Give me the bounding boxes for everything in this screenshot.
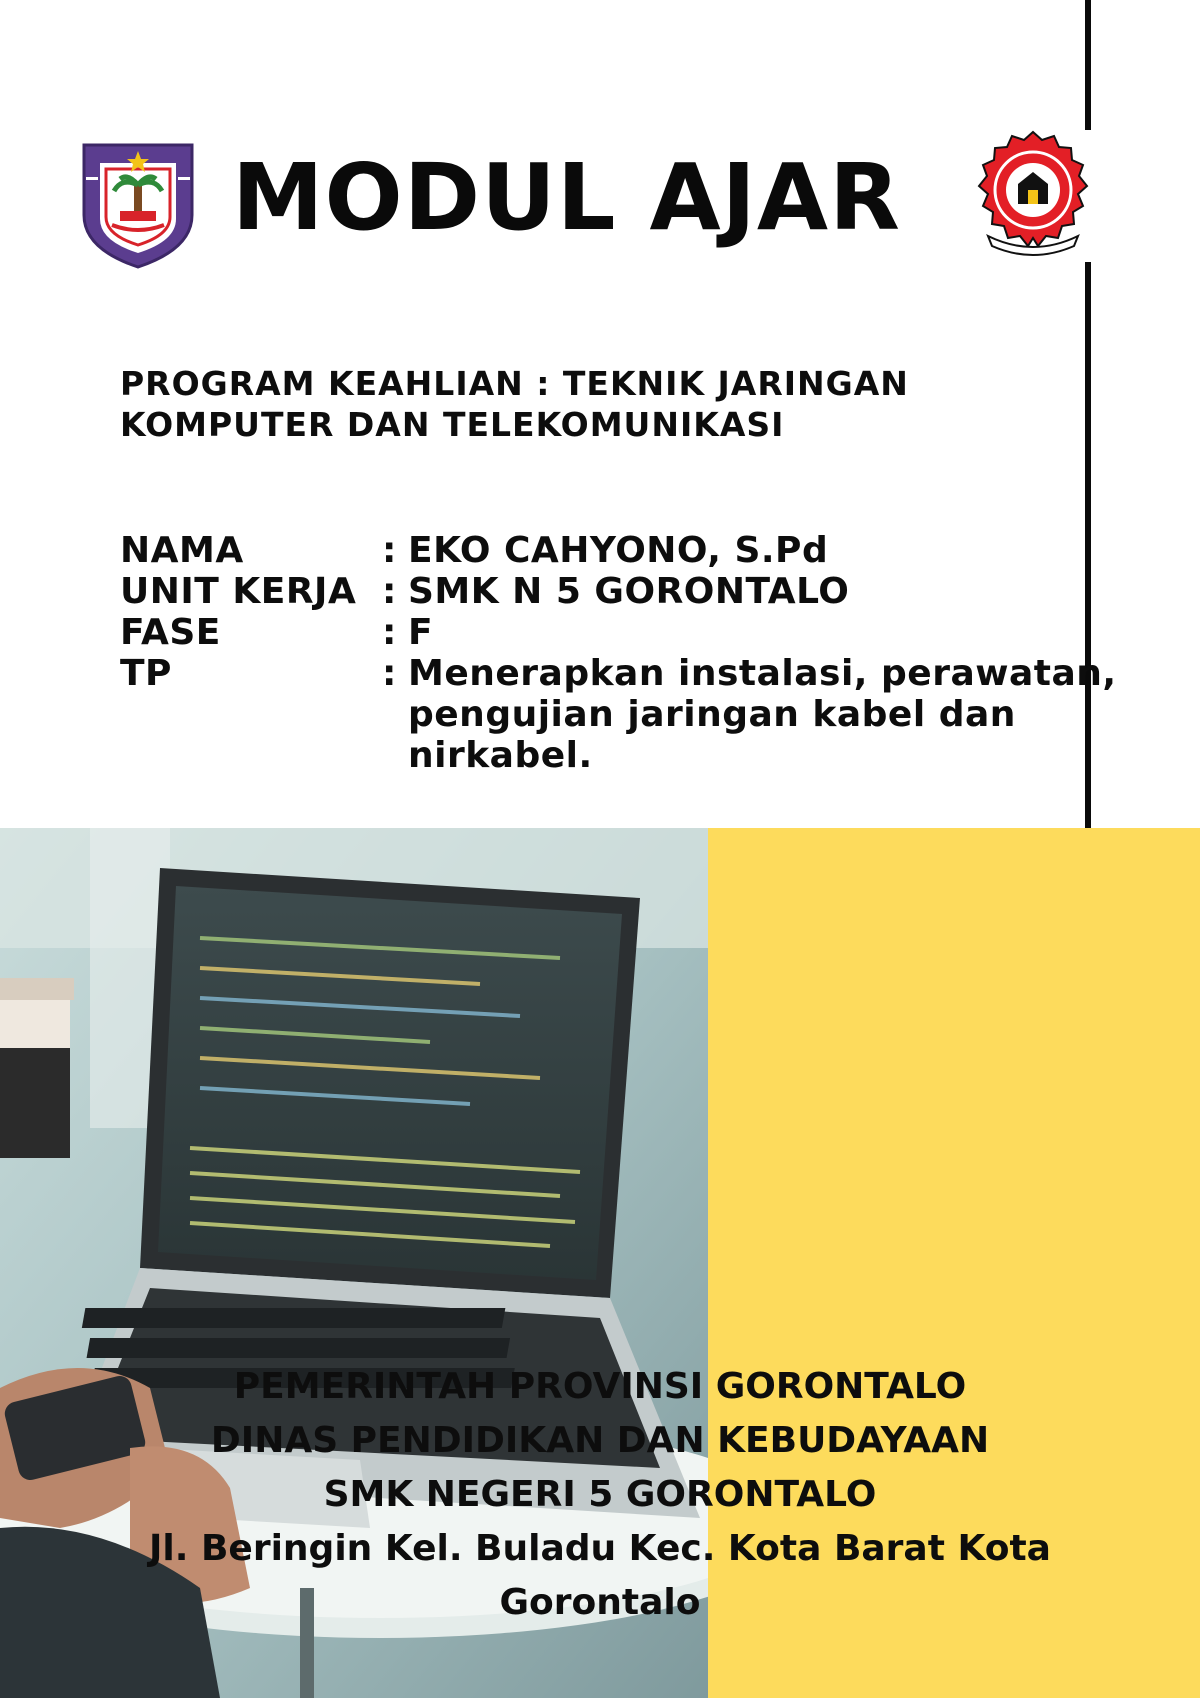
program-keahlian xyxy=(120,363,1020,445)
provinsi-gorontalo-emblem-icon xyxy=(78,137,198,271)
info-colon: : xyxy=(382,653,397,694)
info-colon: : xyxy=(382,612,397,653)
program-line-2: KOMPUTER DAN TELEKOMUNIKASI xyxy=(120,405,785,444)
info-value: Menerapkan instalasi, perawatan, pengujian jaringan kabel dan nirkabel. xyxy=(408,653,1117,776)
footer-line-3: SMK NEGERI 5 GORONTALO xyxy=(323,1474,877,1515)
info-label: NAMA xyxy=(120,530,244,571)
page-title: MODUL AJAR xyxy=(232,144,901,251)
footer-line-5: Gorontalo xyxy=(499,1582,701,1623)
info-label: FASE xyxy=(120,612,221,653)
footer-address xyxy=(120,1360,1080,1630)
info-label: TP xyxy=(120,653,172,694)
info-value: F xyxy=(408,612,434,653)
info-colon: : xyxy=(382,571,397,612)
decorative-vertical-line-top xyxy=(1085,0,1091,130)
footer-line-2: DINAS PENDIDIKAN DAN KEBUDAYAAN xyxy=(210,1420,990,1461)
program-line-1: PROGRAM KEAHLIAN : TEKNIK JARINGAN xyxy=(120,364,909,403)
info-value: SMK N 5 GORONTALO xyxy=(408,571,850,612)
smk-negeri-5-gorontalo-emblem-icon xyxy=(966,128,1100,262)
footer-line-1: PEMERINTAH PROVINSI GORONTALO xyxy=(233,1366,967,1407)
info-label: UNIT KERJA xyxy=(120,571,357,612)
info-colon: : xyxy=(382,530,397,571)
footer-line-4: Jl. Beringin Kel. Buladu Kec. Kota Barat Kota xyxy=(149,1528,1051,1569)
info-value: EKO CAHYONO, S.Pd xyxy=(408,530,829,571)
